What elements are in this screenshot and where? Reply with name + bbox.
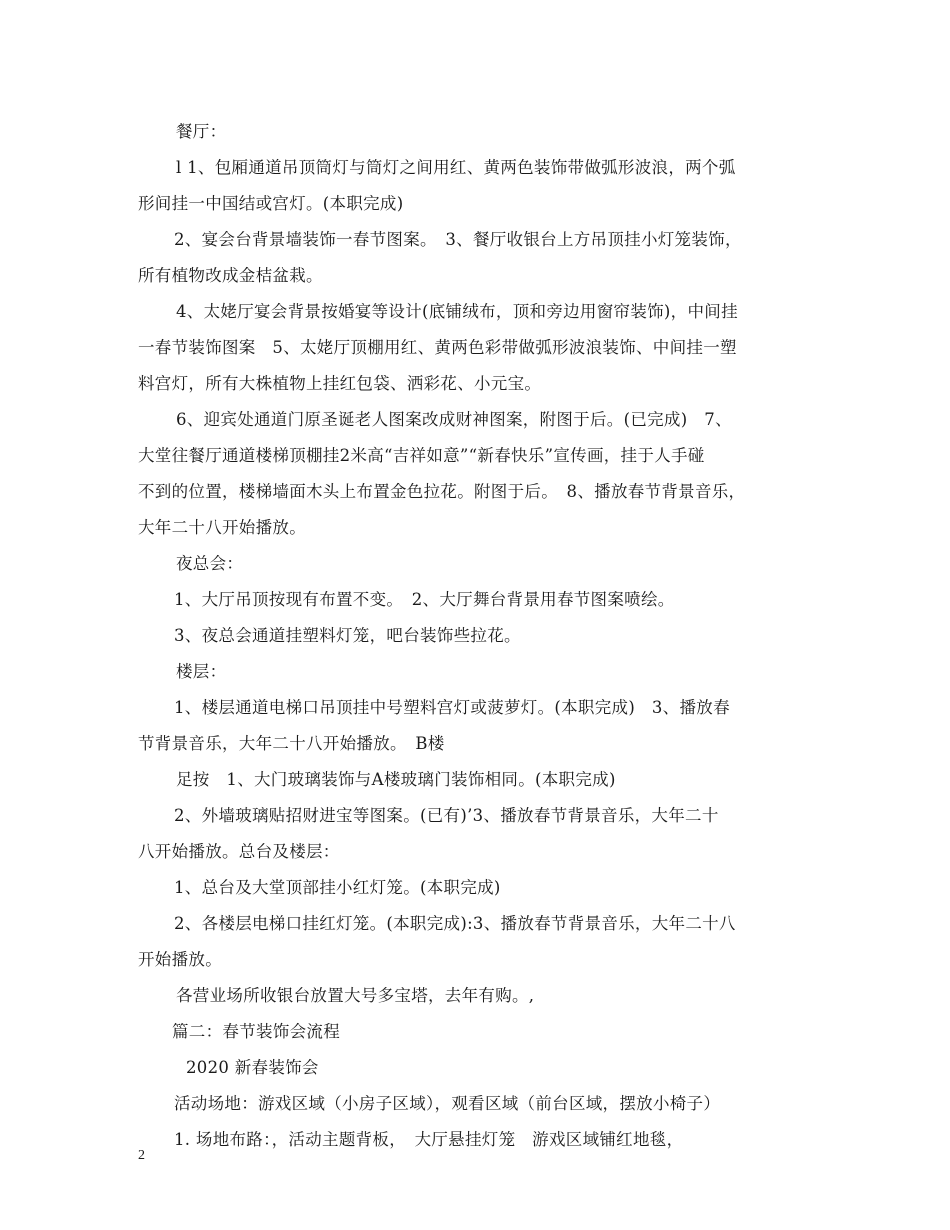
document-body [138,118,830,1162]
paragraph-line: 料宫灯，所有大株植物上挂红包袋、洒彩花、小元宝。 [138,374,542,393]
paragraph-line: 2、各楼层电梯口挂红灯笼。(本职完成):3、播放春节背景音乐，大年二十八 [174,914,736,933]
paragraph-line: 4、太姥厅宴会背景按婚宴等设计(底铺绒布，顶和旁边用窗帘装饰)，中间挂 [176,302,738,321]
paragraph-line: 开始播放。 [138,950,222,969]
paragraph-line: 1、大厅吊顶按现有布置不变。 2、大厅舞台背景用春节图案喷绘。 [174,590,675,609]
paragraph-line: l 1、包厢通道吊顶筒灯与筒灯之间用红、黄两色装饰带做弧形波浪，两个弧 [176,158,736,177]
paragraph-line: 所有植物改成金桔盆栽。 [138,266,323,285]
paragraph-line: 活动场地：游戏区域（小房子区域），观看区域（前台区域，摆放小椅子） [174,1094,721,1113]
paragraph-line: 一春节装饰图案 5、太姥厅顶棚用红、黄两色彩带做弧形波浪装饰、中间挂一塑 [138,338,737,357]
paragraph-line: 1、总台及大堂顶部挂小红灯笼。(本职完成) [174,878,501,897]
paragraph-line: 1. 场地布路：，活动主题背板， 大厅悬挂灯笼 游戏区域铺红地毯， [174,1130,684,1149]
paragraph-line: 不到的位置，楼梯墙面木头上布置金色拉花。附图于后。 8、播放春节背景音乐， [138,482,746,501]
paragraph-line: 足按 1、大门玻璃装饰与A楼玻璃门装饰相同。(本职完成) [176,770,616,789]
paragraph-line: 1、楼层通道电梯口吊顶挂中号塑料宫灯或菠萝灯。(本职完成) 3、播放春 [174,698,730,717]
paragraph-line: 大堂往餐厅通道楼梯顶棚挂2米高“吉祥如意”“新春快乐”宣传画，挂于人手碰 [138,446,705,465]
paragraph-line: 八开始播放。总台及楼层： [138,842,340,861]
section-heading-restaurant: 餐厅： [176,122,227,141]
page-number: 2 [138,1148,145,1163]
paragraph-line: 节背景音乐，大年二十八开始播放。 B楼 [138,734,445,753]
paragraph-line: 形间挂一中国结或宫灯。(本职完成) [138,194,404,213]
paragraph-line: 3、夜总会通道挂塑料灯笼，吧台装饰些拉花。 [174,626,521,645]
paragraph-line: 6、迎宾处通道门原圣诞老人图案改成财神图案，附图于后。(已完成) 7、 [176,410,732,429]
paragraph-line: 2、外墙玻璃贴招财进宝等图案。(已有)’3、播放春节背景音乐，大年二十 [174,806,719,825]
paragraph-line: 大年二十八开始播放。 [138,518,306,537]
paragraph-line: 2、宴会台背景墙装饰一春节图案。 3、餐厅收银台上方吊顶挂小灯笼装饰， [174,230,742,249]
section-heading-nightclub: 夜总会： [176,554,244,573]
section-heading-floors: 楼层： [176,662,227,681]
event-title: 2020 新春装饰会 [186,1058,319,1077]
paragraph-line: 各营业场所收银台放置大号多宝塔，去年有购。, [176,986,535,1005]
section-heading-part-two: 篇二：春节装饰会流程 [172,1022,340,1041]
